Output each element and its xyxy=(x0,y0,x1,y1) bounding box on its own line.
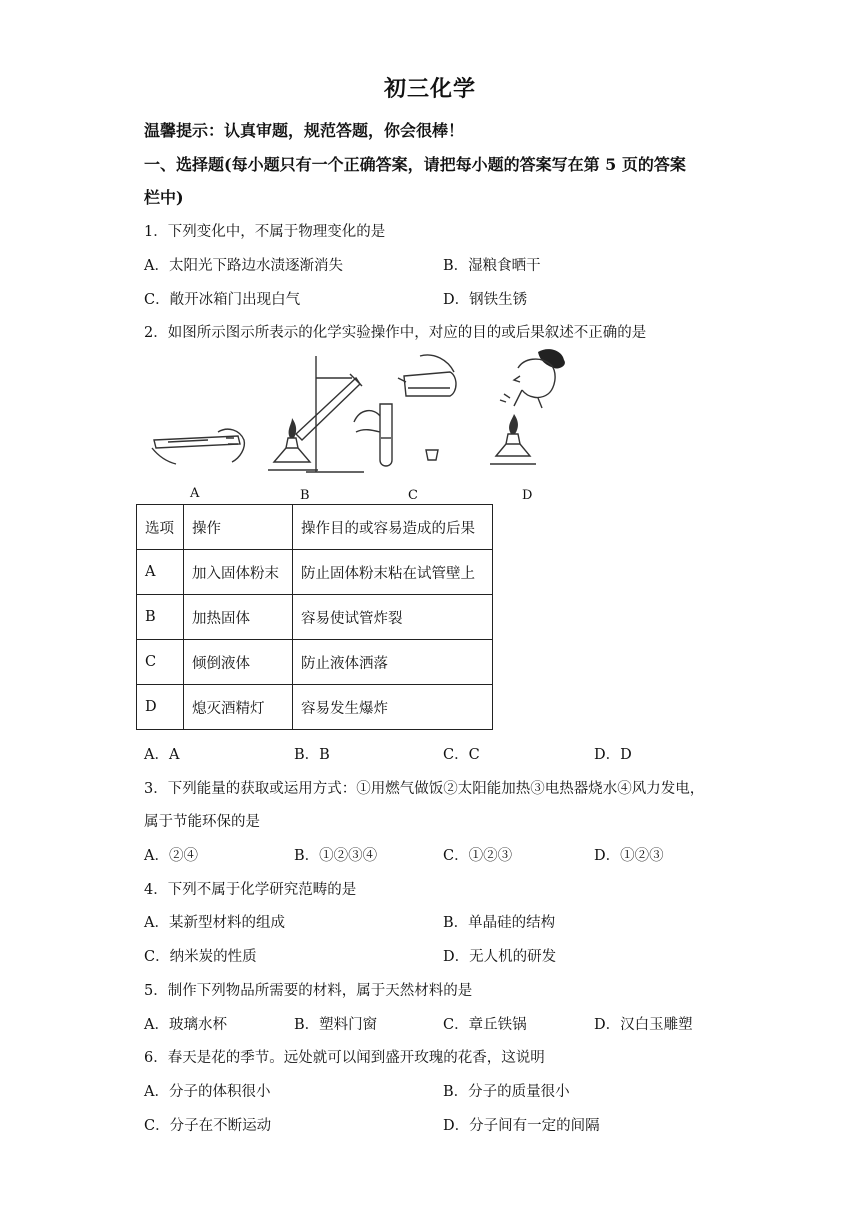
q6-option-c: C．分子在不断运动 xyxy=(144,1118,272,1134)
q4-option-a: A．某新型材料的组成 xyxy=(144,915,285,931)
section-heading: 一、选择题(每小题只有一个正确答案，请把每小题的答案写在第 5 页的答案 xyxy=(144,155,686,174)
table-cell: A xyxy=(137,550,184,595)
q6-option-d: D．分子间有一定的间隔 xyxy=(443,1118,600,1134)
table-header-cell: 选项 xyxy=(137,505,184,550)
figure-d-lamp-illustration xyxy=(478,346,590,472)
q6-stem: 6．春天是花的季节。远处就可以闻到盛开玫瑰的花香，这说明 xyxy=(144,1050,545,1066)
q1-stem: 1．下列变化中，不属于物理变化的是 xyxy=(144,224,386,240)
operations-table xyxy=(136,504,493,730)
q3-stem: 3．下列能量的获取或运用方式：①用燃气做饭②太阳能加热③电热器烧水④风力发电， xyxy=(144,781,705,797)
table-cell: 防止液体洒落 xyxy=(293,640,493,685)
table-cell: 加热固体 xyxy=(184,595,293,640)
figure-d-label: D xyxy=(522,488,533,503)
table-cell: B xyxy=(137,595,184,640)
figure-a-powder-illustration xyxy=(148,418,250,466)
figure-c-label: C xyxy=(408,488,418,503)
table-cell: 加入固体粉末 xyxy=(184,550,293,595)
table-cell: C xyxy=(137,640,184,685)
q2-option-b: B．B xyxy=(294,747,330,763)
q4-option-c: C．纳米炭的性质 xyxy=(144,949,257,965)
q1-option-c: C．敞开冰箱门出现白气 xyxy=(144,292,301,308)
q5-option-a: A．玻璃水杯 xyxy=(144,1017,227,1033)
table-row xyxy=(137,595,493,640)
q5-option-d: D．汉白玉雕塑 xyxy=(594,1017,693,1033)
q2-option-c: C．C xyxy=(443,747,480,763)
tip-text: 温馨提示：认真审题，规范答题，你会很棒！ xyxy=(144,121,465,140)
q3-option-a: A．②④ xyxy=(144,848,198,864)
q5-stem: 5．制作下列物品所需要的材料，属于天然材料的是 xyxy=(144,983,473,999)
table-cell: 容易使试管炸裂 xyxy=(293,595,493,640)
q3-stem-cont: 属于节能环保的是 xyxy=(144,814,260,830)
q2-option-d: D．D xyxy=(594,747,632,763)
table-cell: 容易发生爆炸 xyxy=(293,685,493,730)
table-header-cell: 操作目的或容易造成的后果 xyxy=(293,505,493,550)
page-title: 初三化学 xyxy=(383,76,476,102)
q4-option-d: D．无人机的研发 xyxy=(443,949,557,965)
q1-option-a: A．太阳光下路边水渍逐渐消失 xyxy=(144,258,343,274)
table-cell: D xyxy=(137,685,184,730)
q5-option-b: B．塑料门窗 xyxy=(294,1017,378,1033)
q3-option-d: D．①②③ xyxy=(594,848,664,864)
q3-option-b: B．①②③④ xyxy=(294,848,378,864)
figure-b-label: B xyxy=(300,488,310,503)
q4-option-b: B．单晶硅的结构 xyxy=(443,915,556,931)
table-row xyxy=(137,640,493,685)
q5-option-c: C．章丘铁锅 xyxy=(443,1017,527,1033)
q2-stem: 2．如图所示图示所表示的化学实验操作中，对应的目的或后果叙述不正确的是 xyxy=(144,325,647,341)
q6-option-a: A．分子的体积很小 xyxy=(144,1084,271,1100)
q2-option-a: A．A xyxy=(144,747,180,763)
table-cell: 倾倒液体 xyxy=(184,640,293,685)
figure-a-label: A xyxy=(190,486,200,501)
table-header-cell: 操作 xyxy=(184,505,293,550)
table-row xyxy=(137,550,493,595)
figure-c-pouring-illustration xyxy=(350,352,462,474)
section-heading-cont: 栏中) xyxy=(144,188,184,207)
q1-option-b: B．湿粮食晒干 xyxy=(443,258,541,274)
table-cell: 熄灭酒精灯 xyxy=(184,685,293,730)
table-row xyxy=(137,685,493,730)
table-header-row xyxy=(137,505,493,550)
table-cell: 防止固体粉末粘在试管壁上 xyxy=(293,550,493,595)
q3-option-c: C．①②③ xyxy=(443,848,513,864)
q1-option-d: D．钢铁生锈 xyxy=(443,292,528,308)
q4-stem: 4．下列不属于化学研究范畴的是 xyxy=(144,882,357,898)
q6-option-b: B．分子的质量很小 xyxy=(443,1084,570,1100)
